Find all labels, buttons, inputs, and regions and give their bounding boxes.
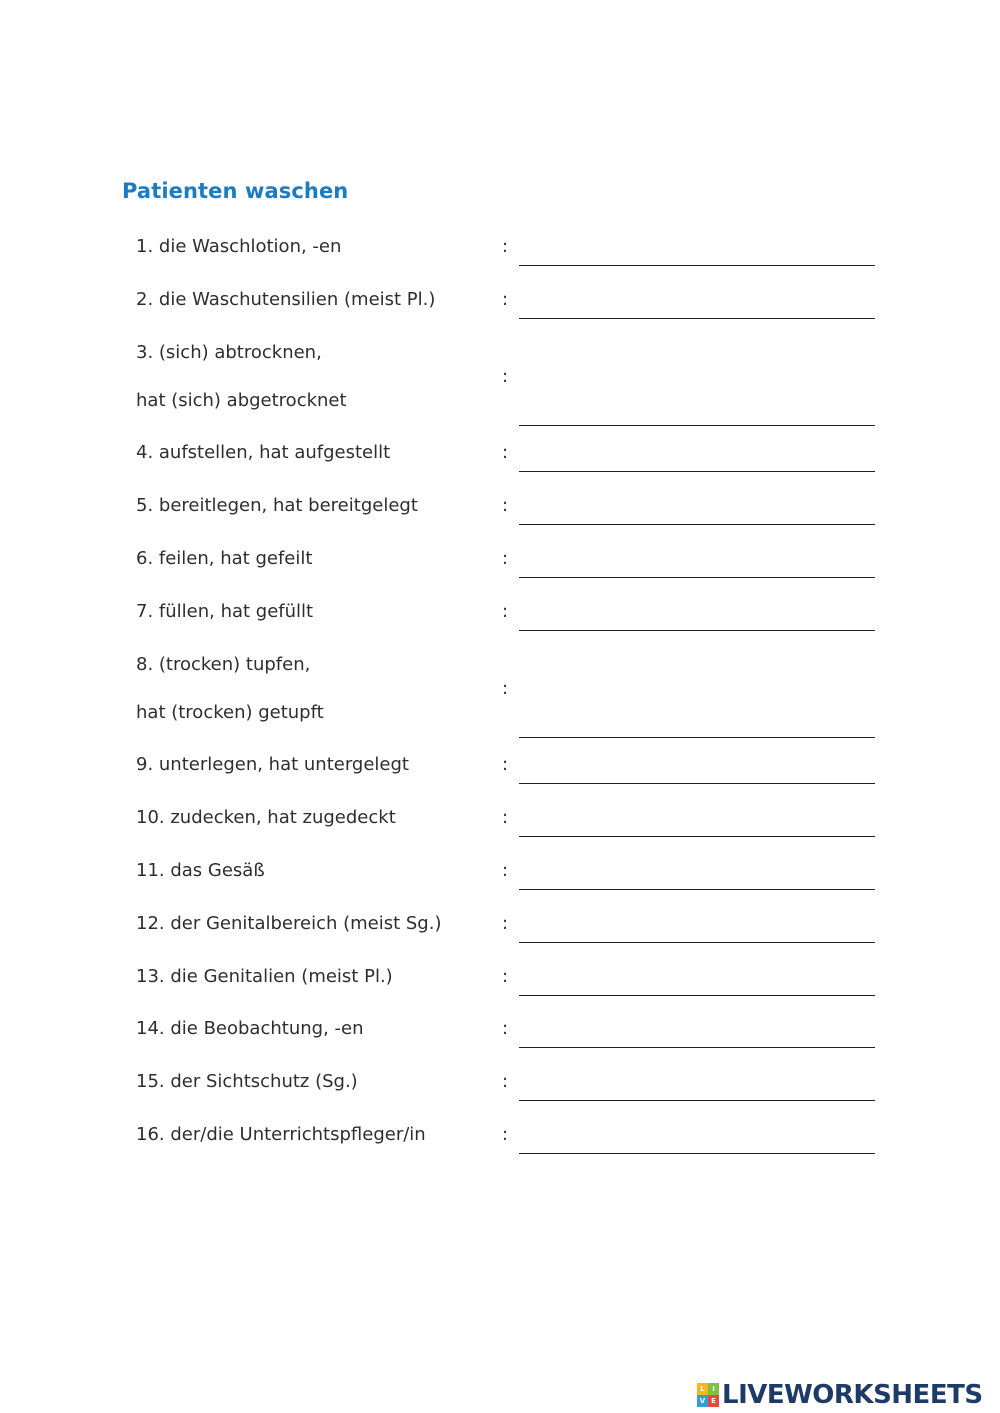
separator-colon: :	[502, 912, 509, 934]
vocabulary-term: 5. bereitlegen, hat bereitgelegt	[136, 495, 418, 517]
answer-line-input[interactable]	[519, 995, 875, 996]
vocabulary-term: 7. füllen, hat gefüllt	[136, 600, 314, 622]
vocabulary-term: hat (sich) abgetrocknet	[136, 389, 347, 411]
separator-colon: :	[502, 807, 509, 829]
liveworksheets-logo	[697, 1380, 983, 1410]
answer-line-input[interactable]	[519, 889, 875, 890]
vocabulary-term: 13. die Genitalien (meist Pl.)	[136, 965, 393, 987]
vocabulary-term: 14. die Beobachtung, -en	[136, 1018, 364, 1040]
separator-colon: :	[502, 236, 509, 257]
answer-line-input[interactable]	[519, 425, 875, 426]
separator-colon: :	[502, 860, 509, 881]
vocabulary-term: 1. die Waschlotion, -en	[136, 236, 342, 257]
answer-line-input[interactable]	[519, 1100, 875, 1101]
vocabulary-term: 12. der Genitalbereich (meist Sg.)	[136, 912, 442, 934]
vocabulary-term: 11. das Gesäß	[136, 860, 265, 881]
answer-line-input[interactable]	[519, 265, 875, 266]
answer-line-input[interactable]	[519, 318, 875, 319]
logo-mark-icon	[697, 1383, 719, 1407]
logo-mark-letter: E	[708, 1395, 719, 1407]
logo-mark-letter: I	[708, 1383, 719, 1395]
separator-colon: :	[502, 288, 509, 310]
vocabulary-term: 8. (trocken) tupfen,	[136, 653, 311, 675]
answer-line-input[interactable]	[519, 1153, 875, 1154]
worksheet-title: Patienten waschen	[122, 179, 349, 203]
vocabulary-term: 15. der Sichtschutz (Sg.)	[136, 1071, 358, 1093]
vocabulary-term: 16. der/die Unterrichtspfleger/in	[136, 1124, 426, 1145]
answer-line-input[interactable]	[519, 836, 875, 837]
vocabulary-term: 3. (sich) abtrocknen,	[136, 341, 322, 363]
answer-line-input[interactable]	[519, 577, 875, 578]
logo-mark-letter: L	[697, 1383, 708, 1395]
answer-line-input[interactable]	[519, 942, 875, 943]
answer-line-input[interactable]	[519, 524, 875, 525]
separator-colon: :	[502, 1018, 509, 1040]
answer-line-input[interactable]	[519, 783, 875, 784]
vocabulary-term: 10. zudecken, hat zugedeckt	[136, 807, 396, 829]
separator-colon: :	[502, 365, 509, 387]
logo-mark-letter: V	[697, 1395, 708, 1407]
separator-colon: :	[502, 600, 509, 622]
separator-colon: :	[502, 965, 509, 987]
separator-colon: :	[502, 1124, 509, 1145]
vocabulary-term: 9. unterlegen, hat untergelegt	[136, 754, 409, 776]
vocabulary-term: 4. aufstellen, hat aufgestellt	[136, 442, 391, 464]
vocabulary-term: 6. feilen, hat gefeilt	[136, 548, 313, 569]
separator-colon: :	[502, 495, 509, 517]
answer-line-input[interactable]	[519, 630, 875, 631]
logo-text: LIVEWORKSHEETS	[722, 1380, 983, 1410]
answer-line-input[interactable]	[519, 471, 875, 472]
separator-colon: :	[502, 1071, 509, 1093]
separator-colon: :	[502, 548, 509, 569]
vocabulary-term: 2. die Waschutensilien (meist Pl.)	[136, 288, 436, 310]
separator-colon: :	[502, 442, 509, 464]
separator-colon: :	[502, 677, 509, 699]
answer-line-input[interactable]	[519, 1047, 875, 1048]
separator-colon: :	[502, 754, 509, 776]
answer-line-input[interactable]	[519, 737, 875, 738]
vocabulary-term: hat (trocken) getupft	[136, 701, 324, 723]
